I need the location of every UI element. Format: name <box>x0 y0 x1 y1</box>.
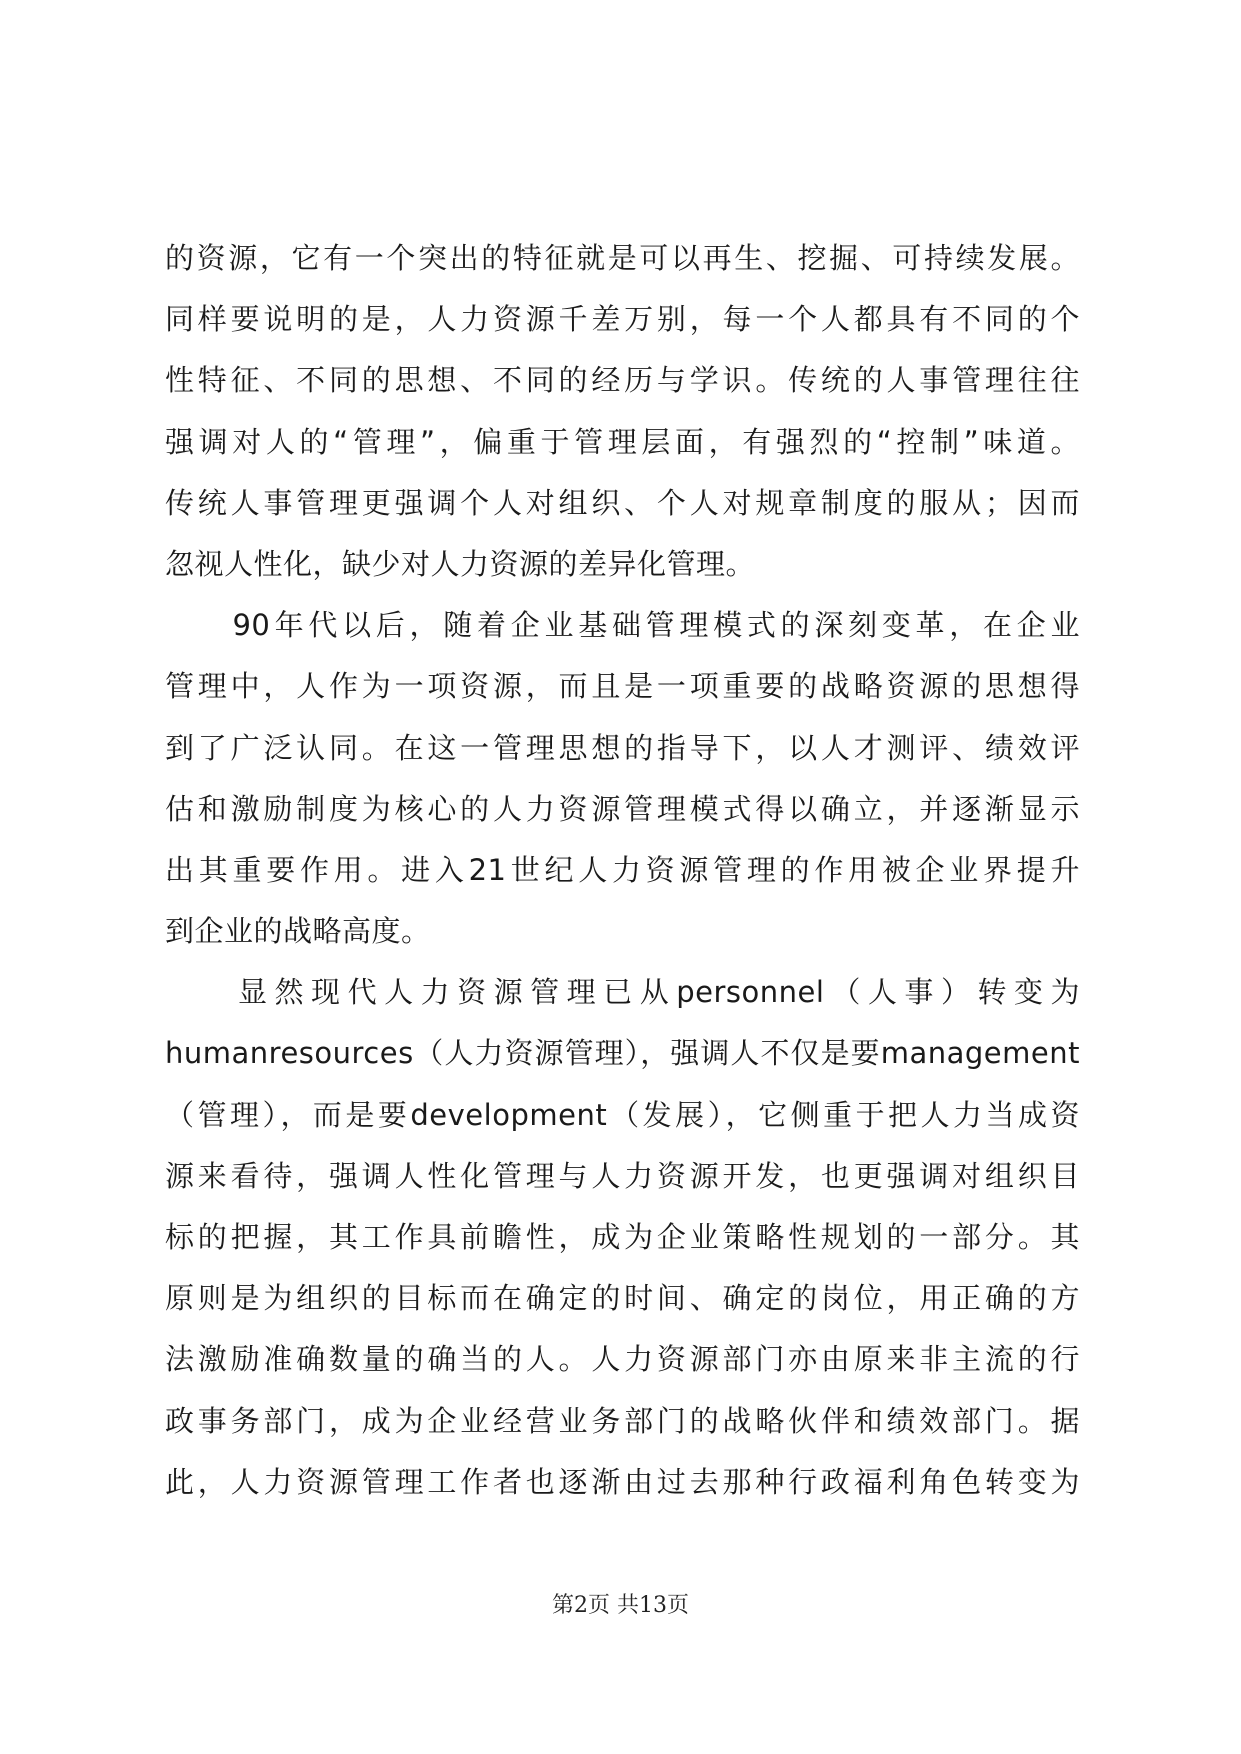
text-line: 到企业的战略高度。 <box>165 914 431 949</box>
text-line: 出其重要作用。进入21世纪人力资源管理的作用被企业界提升 <box>165 852 1080 887</box>
text-line: 同样要说明的是，人力资源千差万别，每一个人都具有不同的个 <box>165 302 1080 337</box>
body-text <box>165 228 1080 1513</box>
text-line: （管理），而是要development（发展），它侧重于把人力当成资 <box>165 1097 1080 1132</box>
text-line: 传统人事管理更强调个人对组织、个人对规章制度的服从；因而 <box>165 485 1080 520</box>
text-line: 估和激励制度为核心的人力资源管理模式得以确立，并逐渐显示 <box>165 791 1080 826</box>
page-number-footer: 第2页 共13页 <box>552 1593 689 1618</box>
text-line: 此，人力资源管理工作者也逐渐由过去那种行政福利角色转变为 <box>165 1464 1080 1499</box>
text-line: 90年代以后，随着企业基础管理模式的深刻变革，在企业 <box>165 608 1080 643</box>
text-line: 性特征、不同的思想、不同的经历与学识。传统的人事管理往往 <box>165 363 1080 398</box>
text-line: 忽视人性化，缺少对人力资源的差异化管理。 <box>165 546 756 581</box>
text-line: 政事务部门，成为企业经营业务部门的战略伙伴和绩效部门。据 <box>165 1403 1080 1438</box>
text-line: humanresources（人力资源管理），强调人不仅是要management <box>165 1036 1080 1071</box>
text-line: 强调对人的“管理”，偏重于管理层面，有强烈的“控制”味道。 <box>165 424 1080 459</box>
text-line: 的资源，它有一个突出的特征就是可以再生、挖掘、可持续发展。 <box>165 241 1080 275</box>
text-line: 管理中，人作为一项资源，而且是一项重要的战略资源的思想得 <box>165 669 1080 704</box>
text-line: 到了广泛认同。在这一管理思想的指导下，以人才测评、绩效评 <box>165 730 1080 765</box>
text-line: 标的把握，其工作具前瞻性，成为企业策略性规划的一部分。其 <box>165 1220 1080 1254</box>
text-line: 原则是为组织的目标而在确定的时间、确定的岗位，用正确的方 <box>165 1281 1080 1316</box>
text-line: 显然现代人力资源管理已从personnel（人事）转变为 <box>165 975 1080 1010</box>
text-line: 法激励准确数量的确当的人。人力资源部门亦由原来非主流的行 <box>165 1342 1080 1377</box>
text-line: 源来看待，强调人性化管理与人力资源开发，也更强调对组织目 <box>165 1158 1080 1193</box>
